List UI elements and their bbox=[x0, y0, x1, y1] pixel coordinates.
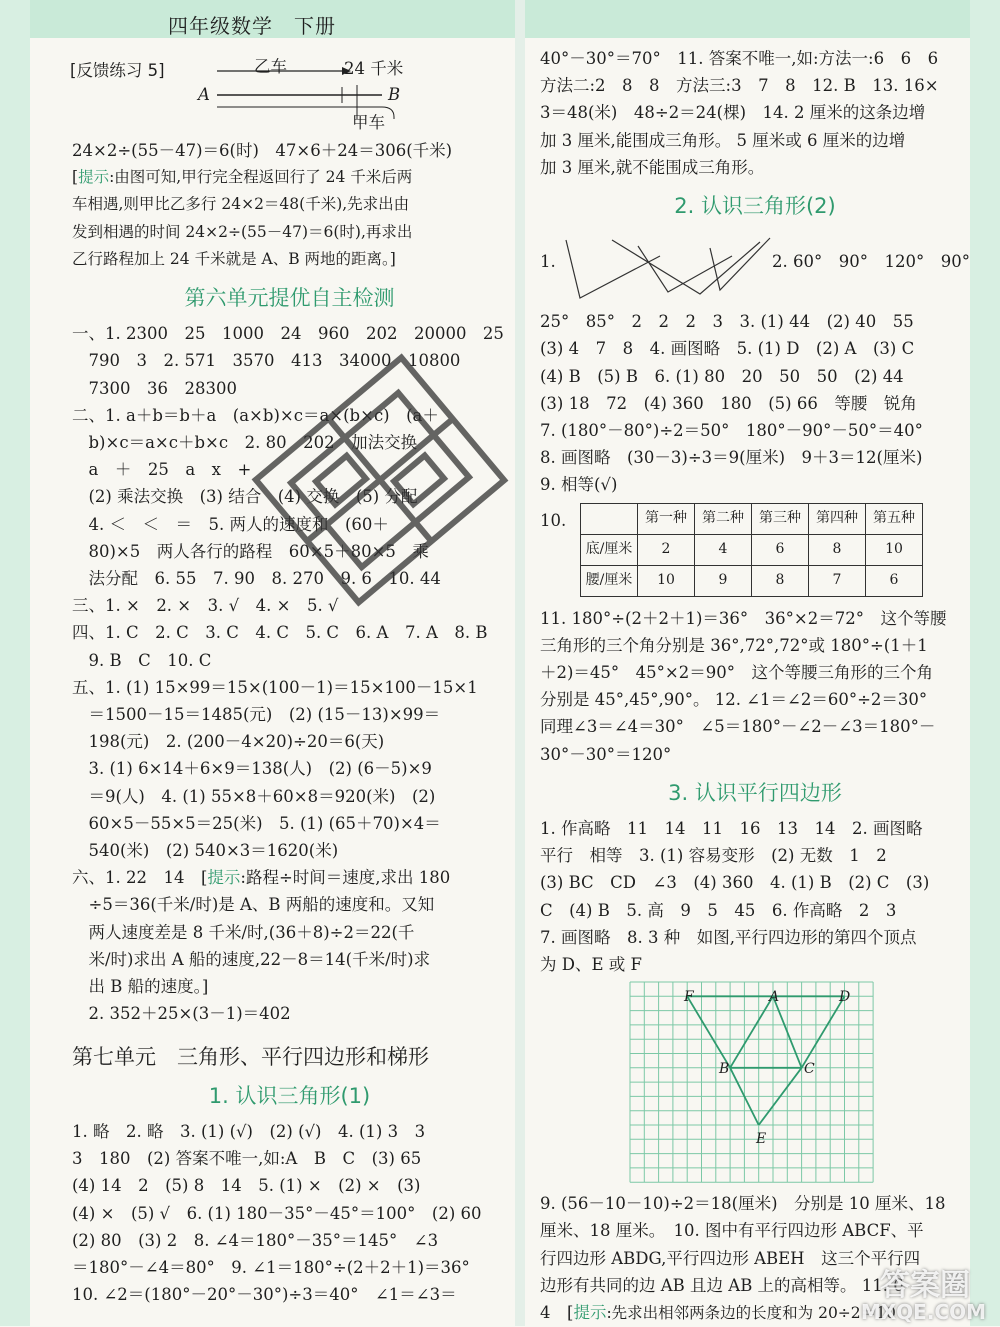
answer-line: C (4) B 5. 高 9 5 45 6. 作高略 2 3 bbox=[540, 900, 897, 920]
answer-line: ÷5＝36(千米/时)是 A、B 两船的速度和。又知 bbox=[72, 895, 435, 915]
answer-line: 四、1. C 2. C 3. C 4. C 5. C 6. A 7. A 8. B bbox=[72, 623, 488, 643]
hint-line: [提示:由图可知,甲行完全程返回行了 24 千米后两 bbox=[72, 168, 413, 187]
answer-line: 30°－30°＝120° bbox=[540, 744, 672, 764]
answer-line: 平行 相等 3. (1) 容易变形 (2) 无数 1 2 bbox=[540, 846, 887, 866]
answer-line: 3. (1) 6×14＋6×9＝138(人) (2) (6－5)×9 bbox=[72, 759, 432, 779]
hint-block bbox=[72, 164, 507, 273]
answer-line: ＝1500－15＝1485(元) (2) (15－13)×99＝ bbox=[72, 705, 441, 725]
answer-line: 行四边形 ABDG,平行四边形 ABEH 这三个平行四 bbox=[540, 1248, 921, 1268]
vertex-a-label: A bbox=[769, 989, 780, 1006]
answer-line: 24×2÷(55－47)＝6(时) 47×6＋24＝306(千米) bbox=[72, 141, 453, 160]
answer-line: 80)×5 两人各行的路程 60×5＋80×5 乘 bbox=[72, 541, 429, 561]
answer-line: 1. 略 2. 略 3. (1) (√) (2) (√) 4. (1) 3 3 bbox=[72, 1121, 426, 1141]
section-title: 第六单元提优自主检测 bbox=[184, 286, 395, 311]
table-cell: 10 bbox=[866, 534, 923, 565]
answer-line: 分别是 45°,45°,90°。 12. ∠1＝∠2＝60°÷2＝30° bbox=[540, 690, 928, 710]
hint-text: :由图可知,甲行完全程返回行了 24 千米后两 bbox=[109, 168, 413, 187]
answer-line: 同理∠3＝∠4＝30° ∠5＝180°－∠2－∠3＝180°－ bbox=[540, 717, 936, 737]
section-title: 3. 认识平行四边形 bbox=[668, 780, 842, 805]
answer-line: 加 3 厘米,就不能围成三角形。 bbox=[540, 157, 765, 177]
vertex-b-label: B bbox=[719, 1061, 730, 1078]
answer-text: 2. 60° 90° 120° 90° bbox=[772, 252, 970, 272]
hint-tag: 提示 bbox=[78, 168, 110, 187]
feedback-figure bbox=[72, 57, 507, 137]
site-watermark bbox=[800, 1256, 1000, 1326]
hint-tag: 提示 bbox=[207, 868, 241, 888]
answer-line: (4) B (5) B 6. (1) 80 20 50 50 (2) 44 bbox=[540, 366, 904, 386]
answer-line: 3 180 (2) 答案不唯一,如:A B C (3) 65 bbox=[72, 1149, 422, 1169]
point-b-label: B bbox=[388, 85, 401, 104]
hint-text: :路程÷时间＝速度,求出 180 bbox=[240, 868, 451, 888]
unit-title: 第七单元 三角形、平行四边形和梯形 bbox=[72, 1044, 429, 1069]
hint-line: 乙行路程加上 24 千米就是 A、B 两地的距离。] bbox=[72, 249, 396, 268]
answer-line: 10. ∠2＝(180°－20°－30°)÷3＝40° ∠1＝∠3＝ bbox=[72, 1285, 457, 1305]
answer-text: 六、1. 22 14 [ bbox=[72, 868, 208, 888]
grid-svg bbox=[540, 978, 970, 1190]
parallelogram-edge bbox=[730, 997, 773, 1069]
table-cell: 8 bbox=[809, 534, 866, 565]
answer-line: 790 3 2. 571 3570 413 34000 10800 bbox=[72, 351, 461, 371]
answer-line: 2. 352＋25×(3－1)＝402 bbox=[72, 1004, 291, 1024]
answer-line: b)×c＝a×c＋b×c 2. 80 202 加法交换 bbox=[72, 433, 418, 453]
feedback-label: [反馈练习 5] bbox=[70, 61, 165, 80]
answer-line: 三角形的三个角分别是 36°,72°,72°或 180°÷(1＋1 bbox=[540, 635, 928, 655]
figure-distance-label: 24 千米 bbox=[344, 59, 404, 78]
top-banner bbox=[0, 0, 1000, 38]
table-cell: 2 bbox=[638, 534, 695, 565]
answer-line: 25° 85° 2 2 2 3 3. (1) 44 (2) 40 55 bbox=[540, 312, 914, 332]
answer-line: 7. (180°－80°)÷2＝50° 180°－90°－50°＝40° bbox=[540, 421, 923, 441]
answer-line: 60×5－55×5＝25(米) 5. (1) (65＋70)×4＝ bbox=[72, 813, 441, 833]
answer-line: (3) 4 7 8 4. 画图略 5. (1) D (2) A (3) C bbox=[540, 339, 915, 359]
answer-line: 边形有共同的边 AB 且边 AB 上的高相等。 11. 6 bbox=[540, 1275, 904, 1295]
table-cell: 8 bbox=[752, 565, 809, 596]
answer-line: 1. 作高略 11 14 11 16 13 14 2. 画图略 bbox=[540, 819, 923, 839]
vertex-e-label: E bbox=[756, 1131, 767, 1148]
distance-diagram bbox=[72, 57, 507, 137]
answer-line bbox=[72, 864, 507, 891]
section-title: 1. 认识三角形(1) bbox=[208, 1083, 371, 1108]
vertex-f-label: F bbox=[684, 989, 694, 1006]
hint-line: 车相遇,则甲比乙多行 24×2＝48(千米),先求出由 bbox=[72, 195, 410, 214]
question-number: 1. bbox=[540, 252, 556, 272]
answer-line: ＝9(人) 4. (1) 55×8＋60×8＝920(米) (2) bbox=[72, 786, 436, 806]
answer-line: 五、1. (1) 15×99＝15×(100－1)＝15×100－15×1 bbox=[72, 677, 478, 697]
answer-line: 9. (56－10－10)÷2＝18(厘米) 分别是 10 厘米、18 bbox=[540, 1194, 946, 1214]
answer-line: 两人速度差是 8 千米/时,(36＋8)÷2＝22(千 bbox=[72, 922, 415, 942]
answer-line: 一、1. 2300 25 1000 24 960 202 20000 25 bbox=[72, 324, 504, 344]
table-cell: 底/厘米 bbox=[581, 534, 638, 565]
answer-line: 198(元) 2. (200－4×20)÷20＝6(天) bbox=[72, 732, 385, 752]
table-cell: 10 bbox=[638, 565, 695, 596]
watermark-text: 答案圈 bbox=[880, 1268, 970, 1303]
table-block bbox=[540, 503, 970, 597]
section-title: 2. 认识三角形(2) bbox=[674, 194, 836, 219]
vertex-c-label: C bbox=[804, 1061, 815, 1078]
answer-line: 出 B 船的速度。] bbox=[72, 977, 209, 997]
answer-line: (4) 14 2 (5) 8 14 5. (1) × (2) × (3) bbox=[72, 1176, 421, 1196]
answer-line: 米/时)求出 A 船的速度,22－8＝14(千米/时)求 bbox=[72, 949, 431, 969]
answer-line: 40°－30°＝70° 11. 答案不唯一,如:方法一:6 6 6 bbox=[540, 49, 939, 68]
answer-line: 8. 画图略 (30－3)÷3＝9(厘米) 9＋3＝12(厘米) bbox=[540, 448, 923, 468]
figure-bottom-label: 甲车 bbox=[352, 113, 385, 132]
hint-tag: 提示 bbox=[573, 1303, 607, 1323]
answer-line: 加 3 厘米,能围成三角形。 5 厘米或 6 厘米的边增 bbox=[540, 130, 906, 150]
right-column bbox=[540, 45, 970, 1327]
answer-table bbox=[580, 503, 923, 597]
answer-line: 二、1. a＋b＝b＋a (a×b)×c＝a×(b×c) (a＋ bbox=[72, 405, 439, 425]
table-cell: 第一种 bbox=[638, 503, 695, 534]
table-row bbox=[581, 565, 923, 596]
table-cell: 6 bbox=[866, 565, 923, 596]
hint-text: :先求出相邻两条边的长度和为 20÷2＝10 bbox=[606, 1304, 896, 1323]
table-cell: 腰/厘米 bbox=[581, 565, 638, 596]
table-cell: 第五种 bbox=[866, 503, 923, 534]
table-cell: 第四种 bbox=[809, 503, 866, 534]
answer-line: 9. 相等(√) bbox=[540, 475, 618, 495]
answer-line: 540(米) (2) 540×3＝1620(米) bbox=[72, 841, 339, 861]
answer-line: (3) BC CD ∠3 (4) 360 4. (1) B (2) C (3) bbox=[540, 873, 930, 893]
answer-line: (2) 80 (3) 2 8. ∠4＝180°－35°＝145° ∠3 bbox=[72, 1230, 439, 1250]
answer-line: (3) 18 72 (4) 360 180 (5) 66 等腰 锐角 bbox=[540, 393, 917, 413]
table-cell: 4 bbox=[695, 534, 752, 565]
answer-line: 9. B C 10. C bbox=[72, 650, 212, 670]
figure-top-label: 乙车 bbox=[254, 57, 287, 76]
table-cell: 第二种 bbox=[695, 503, 752, 534]
point-a-label: A bbox=[198, 85, 210, 104]
answer-line: 法分配 6. 55 7. 90 8. 270 9. 6 10. 44 bbox=[72, 569, 441, 589]
answer-line: a ＋ 25 a x + bbox=[72, 460, 252, 480]
parallelogram-grid-figure bbox=[540, 978, 970, 1190]
vertex-d-label: D bbox=[839, 989, 851, 1006]
answer-line: 3＝48(米) 48÷2＝24(棵) 14. 2 厘米的这条边增 bbox=[540, 103, 926, 123]
triangle-figure-row bbox=[540, 228, 970, 308]
answer-line: 4. ＜ ＜ ＝ 5. 两人的速度和 (60＋ bbox=[72, 514, 389, 534]
table-row bbox=[581, 534, 923, 565]
answer-line: (4) × (5) √ 6. (1) 180－35°－45°＝100° (2) 60 bbox=[72, 1203, 482, 1223]
center-gutter bbox=[515, 0, 525, 1326]
answer-text: 4 [ bbox=[540, 1303, 574, 1323]
answer-line: 三、1. × 2. × 3. √ 4. × 5. √ bbox=[72, 596, 339, 616]
left-margin-band bbox=[0, 0, 30, 1326]
right-margin-band bbox=[970, 0, 1000, 1326]
watermark-url: MXQE.COM bbox=[860, 1300, 986, 1324]
table-cell bbox=[581, 503, 638, 534]
answer-line: 7. 画图略 8. 3 种 如图,平行四边形的第四个顶点 bbox=[540, 927, 917, 947]
table-header-row bbox=[581, 503, 923, 534]
table-cell: 第三种 bbox=[752, 503, 809, 534]
answer-line: ＋2)＝45° 45°×2＝90° 这个等腰三角形的三个角 bbox=[540, 663, 933, 683]
answer-line: (2) 乘法交换 (3) 结合 (4) 交换 (5) 分配 bbox=[72, 487, 418, 507]
answer-line: ＝180°－∠4＝80° 9. ∠1＝180°÷(2＋2＋1)＝36° bbox=[72, 1257, 470, 1277]
answer-line: 厘米、18 厘米。 10. 图中有平行四边形 ABCF、平 bbox=[540, 1221, 924, 1241]
table-cell: 7 bbox=[809, 565, 866, 596]
left-column bbox=[72, 57, 507, 1308]
answer-line: 11. 180°÷(2＋2＋1)＝36° 36°×2＝72° 这个等腰 bbox=[540, 608, 947, 628]
table-cell: 6 bbox=[752, 534, 809, 565]
question-number: 10. bbox=[540, 510, 567, 530]
answer-line: 方法二:2 8 8 方法三:3 7 8 12. B 13. 16× bbox=[540, 76, 939, 96]
table-cell: 9 bbox=[695, 565, 752, 596]
page-header: 四年级数学 下册 bbox=[168, 14, 336, 38]
hint-line: 发到相遇的时间 24×2÷(55－47)＝6(时),再求出 bbox=[72, 222, 413, 241]
seal-stamp bbox=[230, 330, 530, 630]
answer-line: 为 D、E 或 F bbox=[540, 955, 642, 975]
triangle-figure bbox=[560, 228, 790, 308]
answer-line: 7300 36 28300 bbox=[72, 378, 237, 398]
